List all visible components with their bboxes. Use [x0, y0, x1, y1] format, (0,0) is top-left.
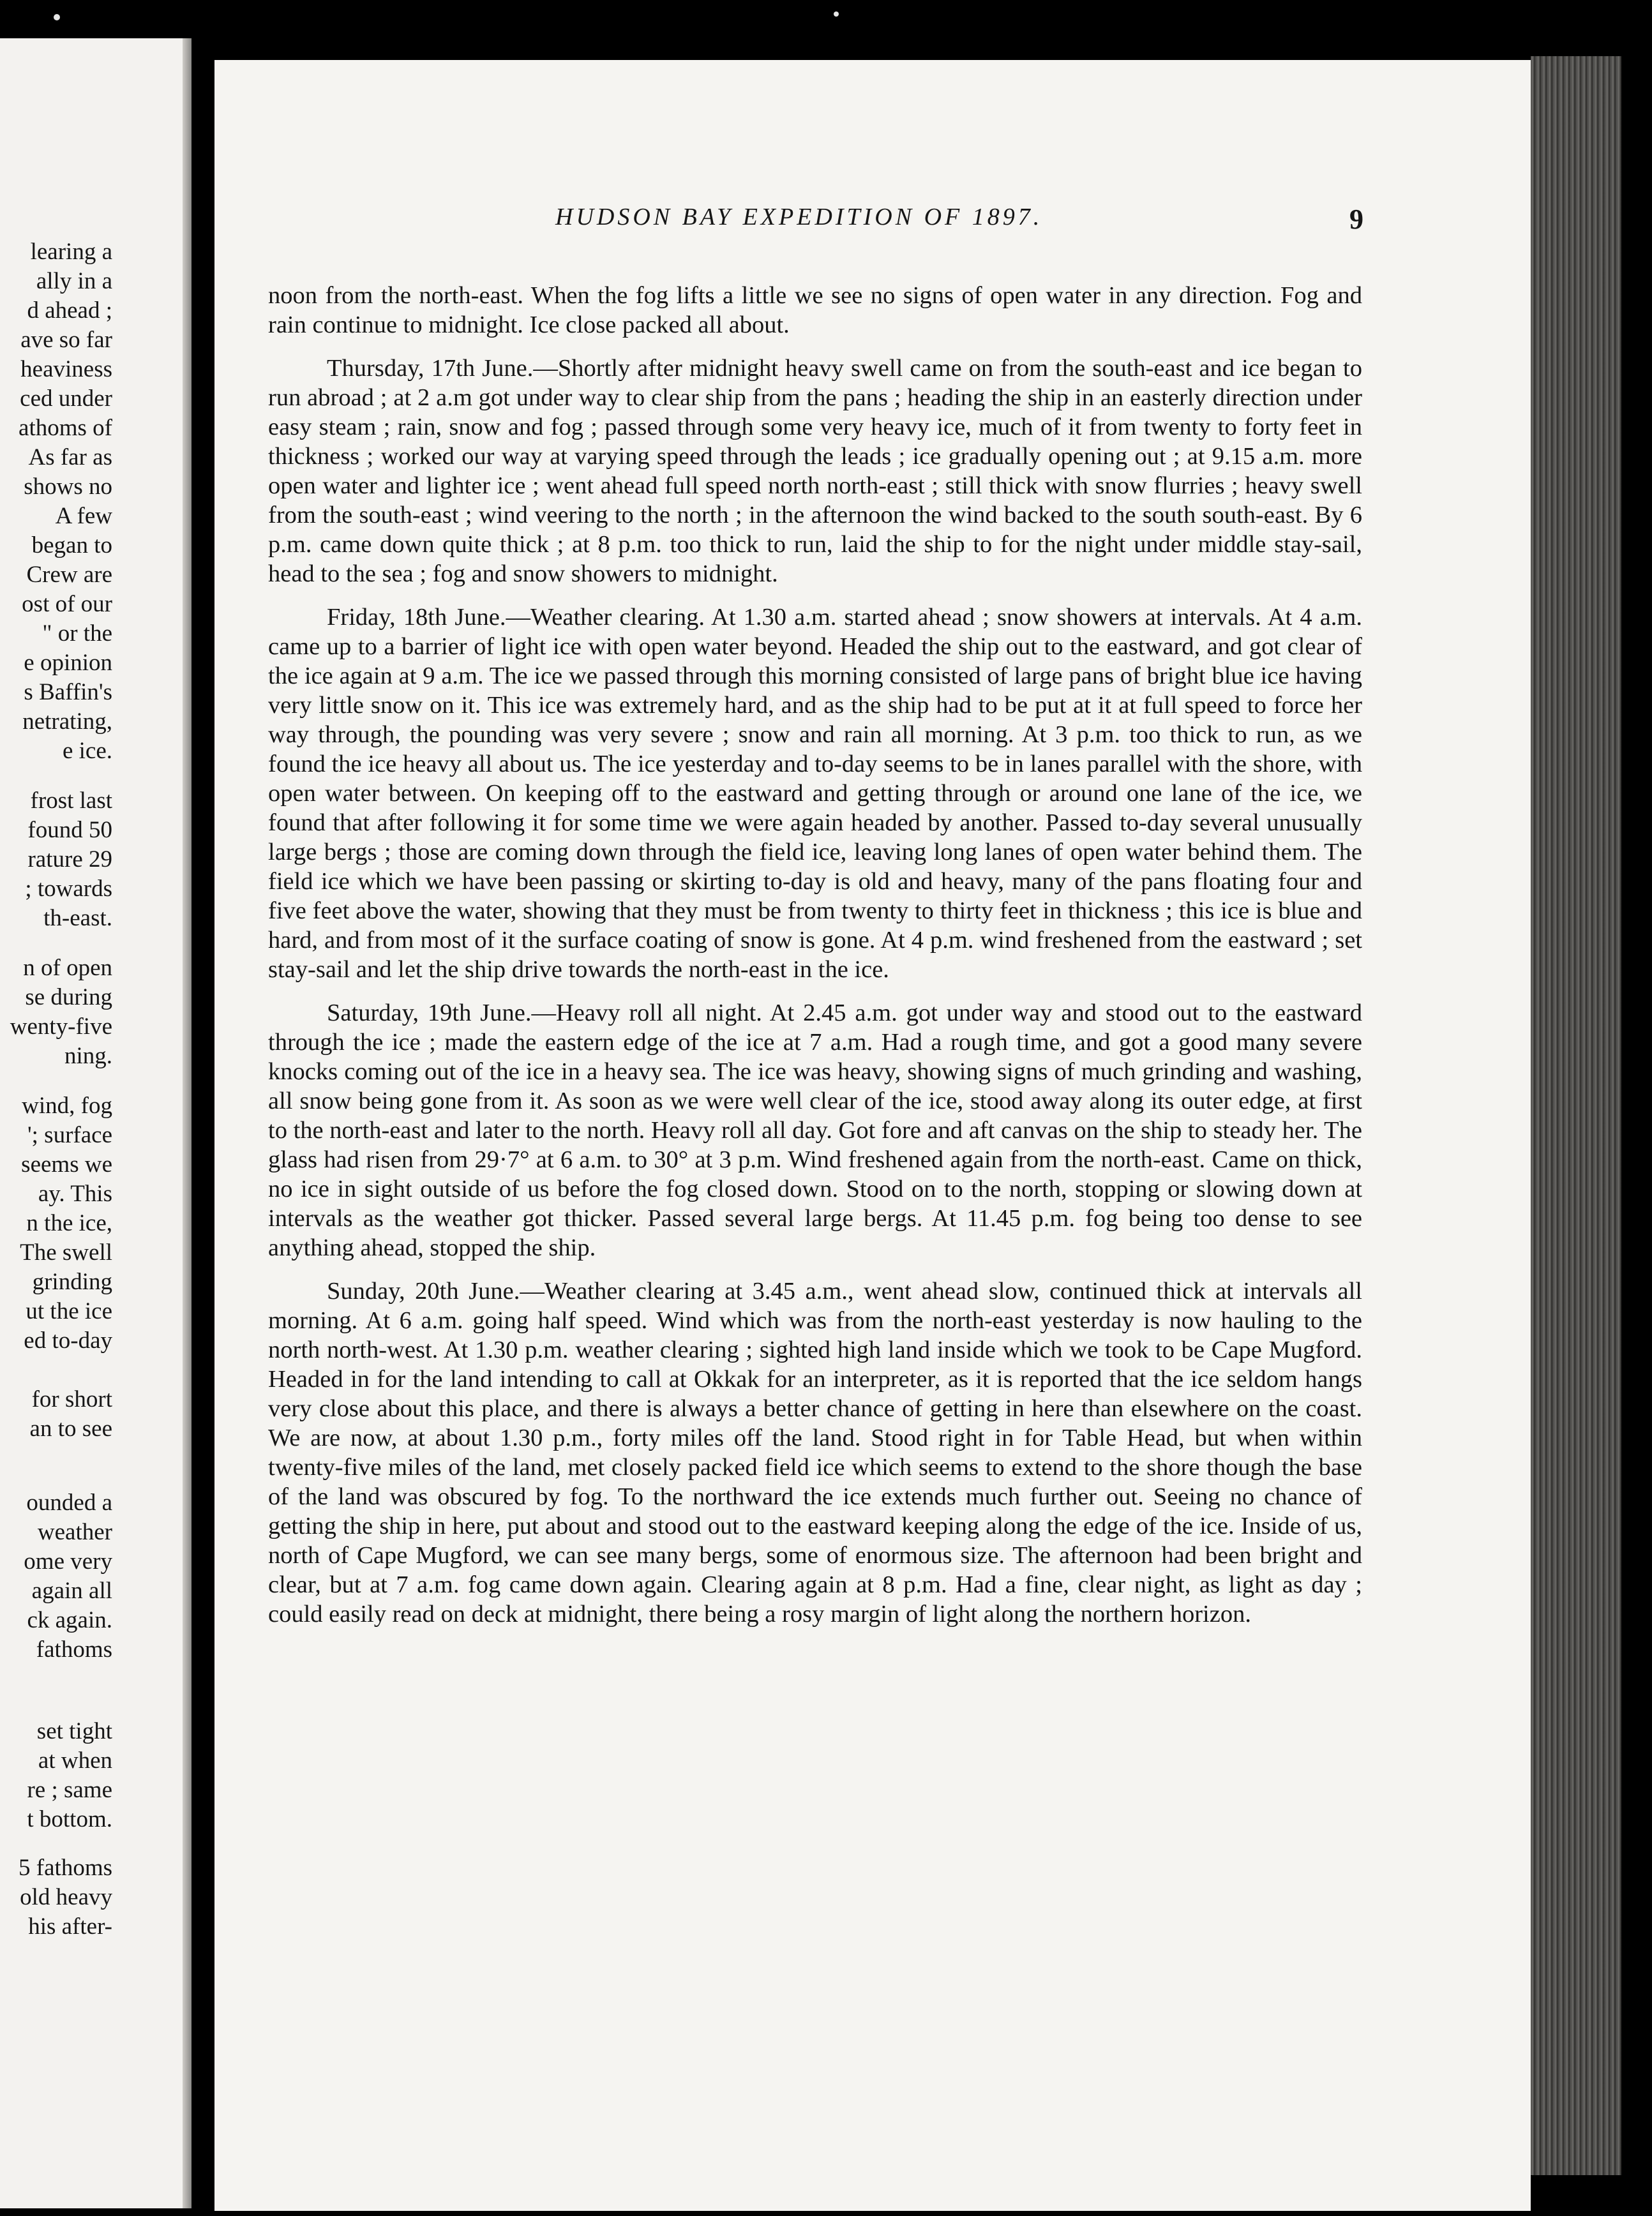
facing-page-line: d ahead ; [27, 297, 112, 324]
paragraph: Saturday, 19th June.—Heavy roll all night. At 2.45 a.m. got under way and stood out to the eastward through the ice ; made the eastern edge of the ice at 7 a.m. Had a rough time, and got a good many severe knocks coming out of the ice in a heavy sea. The ice was heavy, showing signs of much grinding and washing, all snow being gone from it. As soon as we were well clear of the ice, stood away along its outer edge, at first to the north-east and later to the north. Heavy roll all day. Got fore and aft canvas on the ship to steady her. The glass had risen from 29·7° at 6 a.m. to 30° at 3 p.m. Wind freshened again from the north-east. Came on thick, no ice in sight outside of us before the fog closed down. Stood on to the north, stopping or slowing down at intervals as the weather got thicker. Passed several large bergs. At 11.45 p.m. fog being too dense to see anything ahead, stopped the ship. [268, 999, 1362, 1261]
facing-page-line: 5 fathoms [19, 1855, 112, 1881]
facing-page-line: ; towards [25, 876, 112, 902]
scan-speck [54, 14, 60, 20]
facing-page-line: rature 29 [27, 846, 112, 872]
facing-page-line: wind, fog [22, 1093, 112, 1119]
running-head: HUDSON BAY EXPEDITION OF 1897. [555, 204, 1043, 230]
book-gutter [183, 38, 191, 2208]
facing-page-line: began to [31, 532, 112, 558]
body-text [268, 281, 1362, 1643]
facing-page-line: re ; same [27, 1777, 112, 1803]
paragraph: noon from the north-east. When the fog lifts a little we see no signs of open water in any direction. Fog and rain continue to midnight. Ice close packed all about. [268, 282, 1362, 338]
facing-page-line: n the ice, [26, 1210, 112, 1236]
facing-page-line: set tight [36, 1718, 112, 1744]
facing-page-line: '; surface [27, 1122, 112, 1148]
paragraph: Sunday, 20th June.—Weather clearing at 3.45 a.m., went ahead slow, continued thick at intervals all morning. At 6 a.m. going half speed. Wind which was from the north-east yesterday is now hauling to the north north-west. At 1.30 p.m. weather clearing ; sighted high land inside which we took to be Cape Mugford. Headed in for the land intending to call at Okkak for an interpreter, as it is reported that the ice seldom hangs very close about this place, and there is always a better chance of getting in here than elsewhere on the coast. We are now, at about 1.30 p.m., forty miles off the land. Stood right in for Table Head, but when within twenty-five miles of the land, met closely packed field ice which seems to extend to the shore though the base of the land was obscured by fog. To the northward the ice extends much further out. Seeing no chance of getting the ship in here, put about and stood out to the eastward keeping along the edge of the ice. Inside of us, north of Cape Mugford, we can see many bergs, some of enormous size. The afternoon had been bright and clear, but at 7 a.m. fog came down again. Clearing again at 8 p.m. Had a fine, clear night, as light as day ; could easily read on deck at midnight, there being a rosy margin of light along the northern horizon. [268, 1278, 1362, 1628]
facing-page-line: shows no [24, 474, 112, 500]
facing-page-line: The swell [20, 1239, 112, 1266]
facing-page-line: ay. This [38, 1181, 112, 1207]
facing-page-line: th-east. [43, 905, 112, 931]
page-number: 9 [1349, 204, 1363, 235]
facing-page-line: ning. [64, 1043, 112, 1069]
facing-page-line: e ice. [62, 738, 112, 764]
facing-page-line: heaviness [20, 356, 112, 382]
facing-page-line: for short [31, 1386, 112, 1412]
facing-page-line: ost of our [22, 591, 112, 617]
facing-page-line: at when [38, 1748, 112, 1774]
facing-page-line: ced under [20, 386, 112, 412]
facing-page-line: ounded a [26, 1490, 112, 1516]
facing-page-line: e opinion [24, 650, 112, 676]
facing-page-line: ck again. [27, 1607, 112, 1633]
facing-page-line: ome very [24, 1548, 112, 1575]
facing-page-line: s Baffin's [24, 679, 112, 705]
scan-speck [834, 11, 839, 17]
facing-page-line: ut the ice [26, 1298, 112, 1324]
facing-page-line: A few [55, 503, 112, 529]
facing-page-line: again all [31, 1578, 112, 1604]
facing-page-line: grinding [32, 1269, 112, 1295]
facing-page-line: se during [25, 984, 112, 1010]
facing-page-line: " or the [42, 620, 112, 647]
facing-page-line: seems we [21, 1151, 112, 1178]
facing-page-line: wenty-five [10, 1014, 112, 1040]
paragraph: Friday, 18th June.—Weather clearing. At 1.30 a.m. started ahead ; snow showers at intervals. At 4 a.m. came up to a barrier of light ice with open water beyond. Headed the ship out to the eastward, and got clear of the ice again at 9 a.m. The ice we passed through this morning consisted of large pans of bright blue ice having very little snow on it. This ice was extremely hard, and as the ship had to be put at it at full speed to force her way through, the pounding was very severe ; snow and rain all morning. At 3 p.m. too thick to run, as we found the ice heavy all about us. The ice yesterday and to-day seems to be in lanes parallel with the shore, with open water between. On keeping off to the eastward and getting through or around one lane of the ice, we found that after following it for some time we were again headed by another. Passed to-day several unusually large bergs ; those are coming down through the field ice, leaving long lanes of open water behind them. The field ice which we have been passing or skirting to-day is old and heavy, many of the pans floating four and five feet above the water, showing that they must be from twenty to thirty feet in thickness ; this ice is blue and hard, and from most of it the surface coating of snow is gone. At 4 p.m. wind freshened from the eastward ; set stay-sail and let the ship drive towards the north-east in the ice. [268, 604, 1362, 983]
facing-page-line: As far as [28, 444, 112, 470]
facing-page-line: old heavy [20, 1884, 112, 1910]
paragraph: Thursday, 17th June.—Shortly after midnight heavy swell came on from the south-east and ice began to run abroad ; at 2 a.m got under way to clear ship from the pans ; heading the ship in an easterly direction under easy steam ; rain, snow and fog ; passed through some very heavy ice, much of it from twenty to forty feet in thickness ; worked our way at varying speed through the leads ; ice gradually opening out ; at 9.15 a.m. more open water and lighter ice ; went ahead full speed north north-east ; still thick with snow flurries ; heavy swell from the south-east ; wind veering to the north ; in the afternoon the wind backed to the south south-east. By 6 p.m. came down quite thick ; at 8 p.m. too thick to run, laid the ship to for the night under middle stay-sail, head to the sea ; fog and snow showers to midnight. [268, 355, 1362, 587]
facing-page-line: Crew are [26, 562, 112, 588]
facing-page-fragment [0, 38, 191, 2208]
facing-page-line: weather [37, 1519, 112, 1545]
page-edges [1531, 56, 1621, 2175]
facing-page-line: an to see [29, 1416, 112, 1442]
facing-page-line: ally in a [36, 268, 112, 294]
facing-page-line: n of open [23, 955, 112, 981]
facing-page-line: fathoms [36, 1636, 112, 1663]
facing-page-line: frost last [30, 788, 112, 814]
facing-page-line: netrating, [22, 708, 112, 735]
facing-page-line: ave so far [20, 327, 112, 353]
facing-page-line: his after- [28, 1913, 112, 1940]
facing-page-line: found 50 [27, 817, 112, 843]
facing-page-line: athoms of [19, 415, 112, 441]
facing-page-line: ed to-day [24, 1328, 112, 1354]
facing-page-line: learing a [30, 239, 112, 265]
facing-page-line: t bottom. [27, 1806, 112, 1832]
